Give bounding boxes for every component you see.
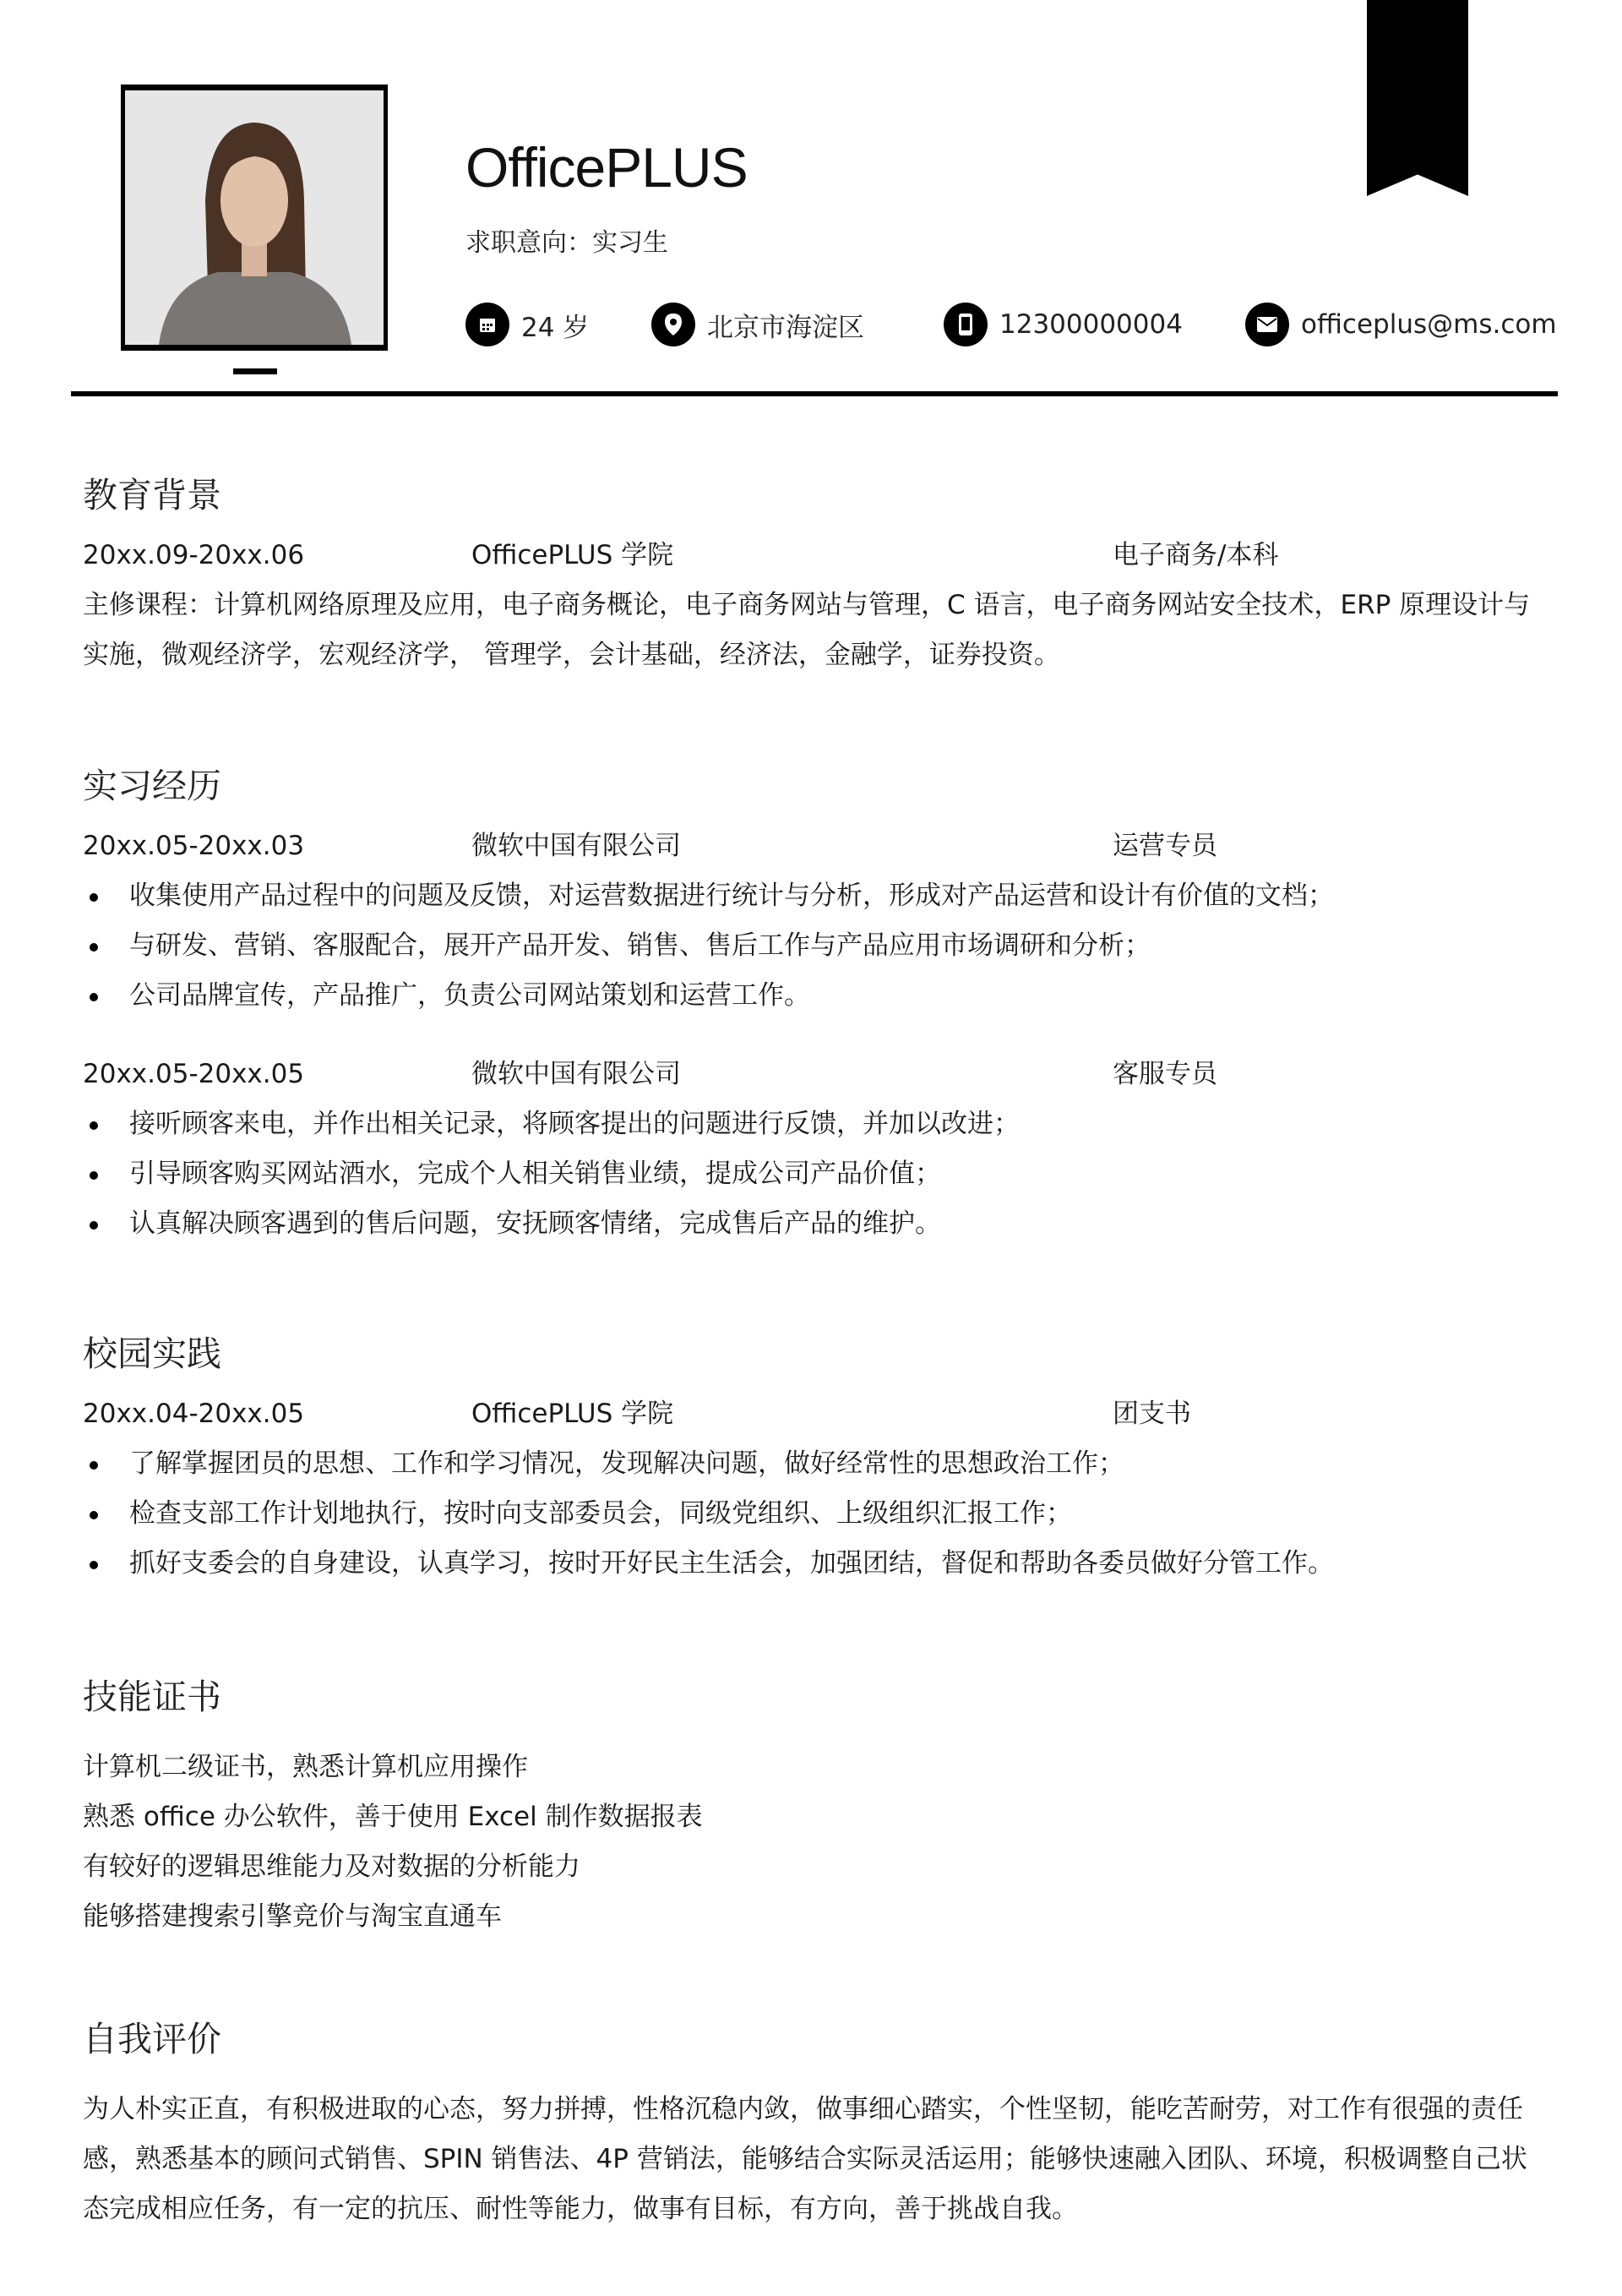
- entry-header: 20xx.09-20xx.06 OfficePLUS 学院 电子商务/本科: [83, 540, 1279, 570]
- list-item: 认真解决顾客遇到的售后问题，安抚顾客情绪，完成售后产品的维护。: [83, 1199, 1544, 1249]
- list-item: 引导顾客购买网站酒水，完成个人相关销售业绩，提成公司产品价值；: [83, 1149, 1544, 1199]
- list-item: 公司品牌宣传，产品推广，负责公司网站策划和运营工作。: [83, 971, 1544, 1021]
- list-item: 与研发、营销、客服配合，展开产品开发、销售、售后工作与产品应用市场调研和分析；: [83, 921, 1544, 971]
- bullet-list: [83, 1439, 1544, 1589]
- section-title: 自我评价: [83, 2019, 221, 2059]
- self-evaluation-text: 为人朴实正直，有积极进取的心态，努力拼搏，性格沉稳内敛，做事细心踏实，个性坚韧，能吃苦耐劳，对工作有很强的责任感，熟悉基本的顾问式销售、SPIN 销售法、4P 营销法，能够结合实际灵活运用；能够快速融入团队、环境，积极调整自己状态完成相应任务，有一定的抗压、耐性等能力，做事有目标，有方向，善于挑战自我。: [83, 2094, 1527, 2224]
- skill-item: 有较好的逻辑思维能力及对数据的分析能力: [83, 1852, 580, 1882]
- list-item: 了解掌握团员的思想、工作和学习情况，发现解决问题，做好经常性的思想政治工作；: [83, 1439, 1544, 1489]
- list-item: 收集使用产品过程中的问题及反馈，对运营数据进行统计与分析，形成对产品运营和设计有价值的文档；: [83, 871, 1544, 921]
- entry-header: 20xx.05-20xx.03 微软中国有限公司 运营专员: [83, 831, 1217, 861]
- self-evaluation-section: [83, 2014, 1544, 2234]
- contact-location: 北京市海淀区: [651, 303, 944, 346]
- section-title: 教育背景: [83, 475, 221, 515]
- header-divider: [71, 391, 1558, 396]
- phone-icon: [944, 303, 988, 346]
- section-title: 校园实践: [83, 1333, 221, 1374]
- education-section: [83, 470, 1544, 680]
- skill-item: 熟悉 office 办公软件，善于使用 Excel 制作数据报表: [83, 1802, 703, 1832]
- profile-photo: [121, 85, 388, 351]
- job-intent: 求职意向：实习生: [465, 228, 668, 258]
- candidate-name: OfficePLUS: [465, 136, 748, 199]
- skill-item: 能够搭建搜索引擎竞价与淘宝直通车: [83, 1901, 502, 1932]
- section-title: 技能证书: [83, 1677, 221, 1717]
- contact-phone: 12300000004: [944, 303, 1245, 346]
- skill-item: 计算机二级证书，熟悉计算机应用操作: [83, 1752, 528, 1782]
- list-item: 检查支部工作计划地执行，按时向支部委员会，同级党组织、上级组织汇报工作；: [83, 1489, 1544, 1539]
- bullet-list: [83, 871, 1544, 1021]
- contact-row: [465, 303, 1557, 346]
- skills-section: [83, 1672, 1544, 1942]
- internship-section: [83, 761, 1544, 1249]
- entry-header: 20xx.04-20xx.05 OfficePLUS 学院 团支书: [83, 1399, 1191, 1429]
- section-title: 实习经历: [83, 766, 221, 806]
- mail-icon: [1245, 303, 1289, 346]
- entry-header: 20xx.05-20xx.05 微软中国有限公司 客服专员: [83, 1059, 1217, 1089]
- location-pin-icon: [651, 303, 695, 346]
- photo-underline-decoration: [233, 368, 277, 374]
- contact-email: officeplus@ms.com: [1245, 303, 1557, 346]
- list-item: 抓好支委会的自身建设，认真学习，按时开好民主生活会，加强团结，督促和帮助各委员做好分管工作。: [83, 1539, 1544, 1589]
- bookmark-ribbon-decoration: [1367, 0, 1468, 196]
- calendar-icon: [465, 303, 509, 346]
- campus-section: [83, 1328, 1544, 1589]
- bullet-list: [83, 1099, 1544, 1249]
- list-item: 接听顾客来电，并作出相关记录，将顾客提出的问题进行反馈，并加以改进；: [83, 1099, 1544, 1149]
- contact-age: 24 岁: [465, 303, 651, 346]
- courses-text: 主修课程：计算机网络原理及应用，电子商务概论，电子商务网站与管理，C 语言，电子商务网站安全技术，ERP 原理设计与实施，微观经济学，宏观经济学， 管理学，会计基础，经济法，金融学，证券投资。: [83, 590, 1531, 670]
